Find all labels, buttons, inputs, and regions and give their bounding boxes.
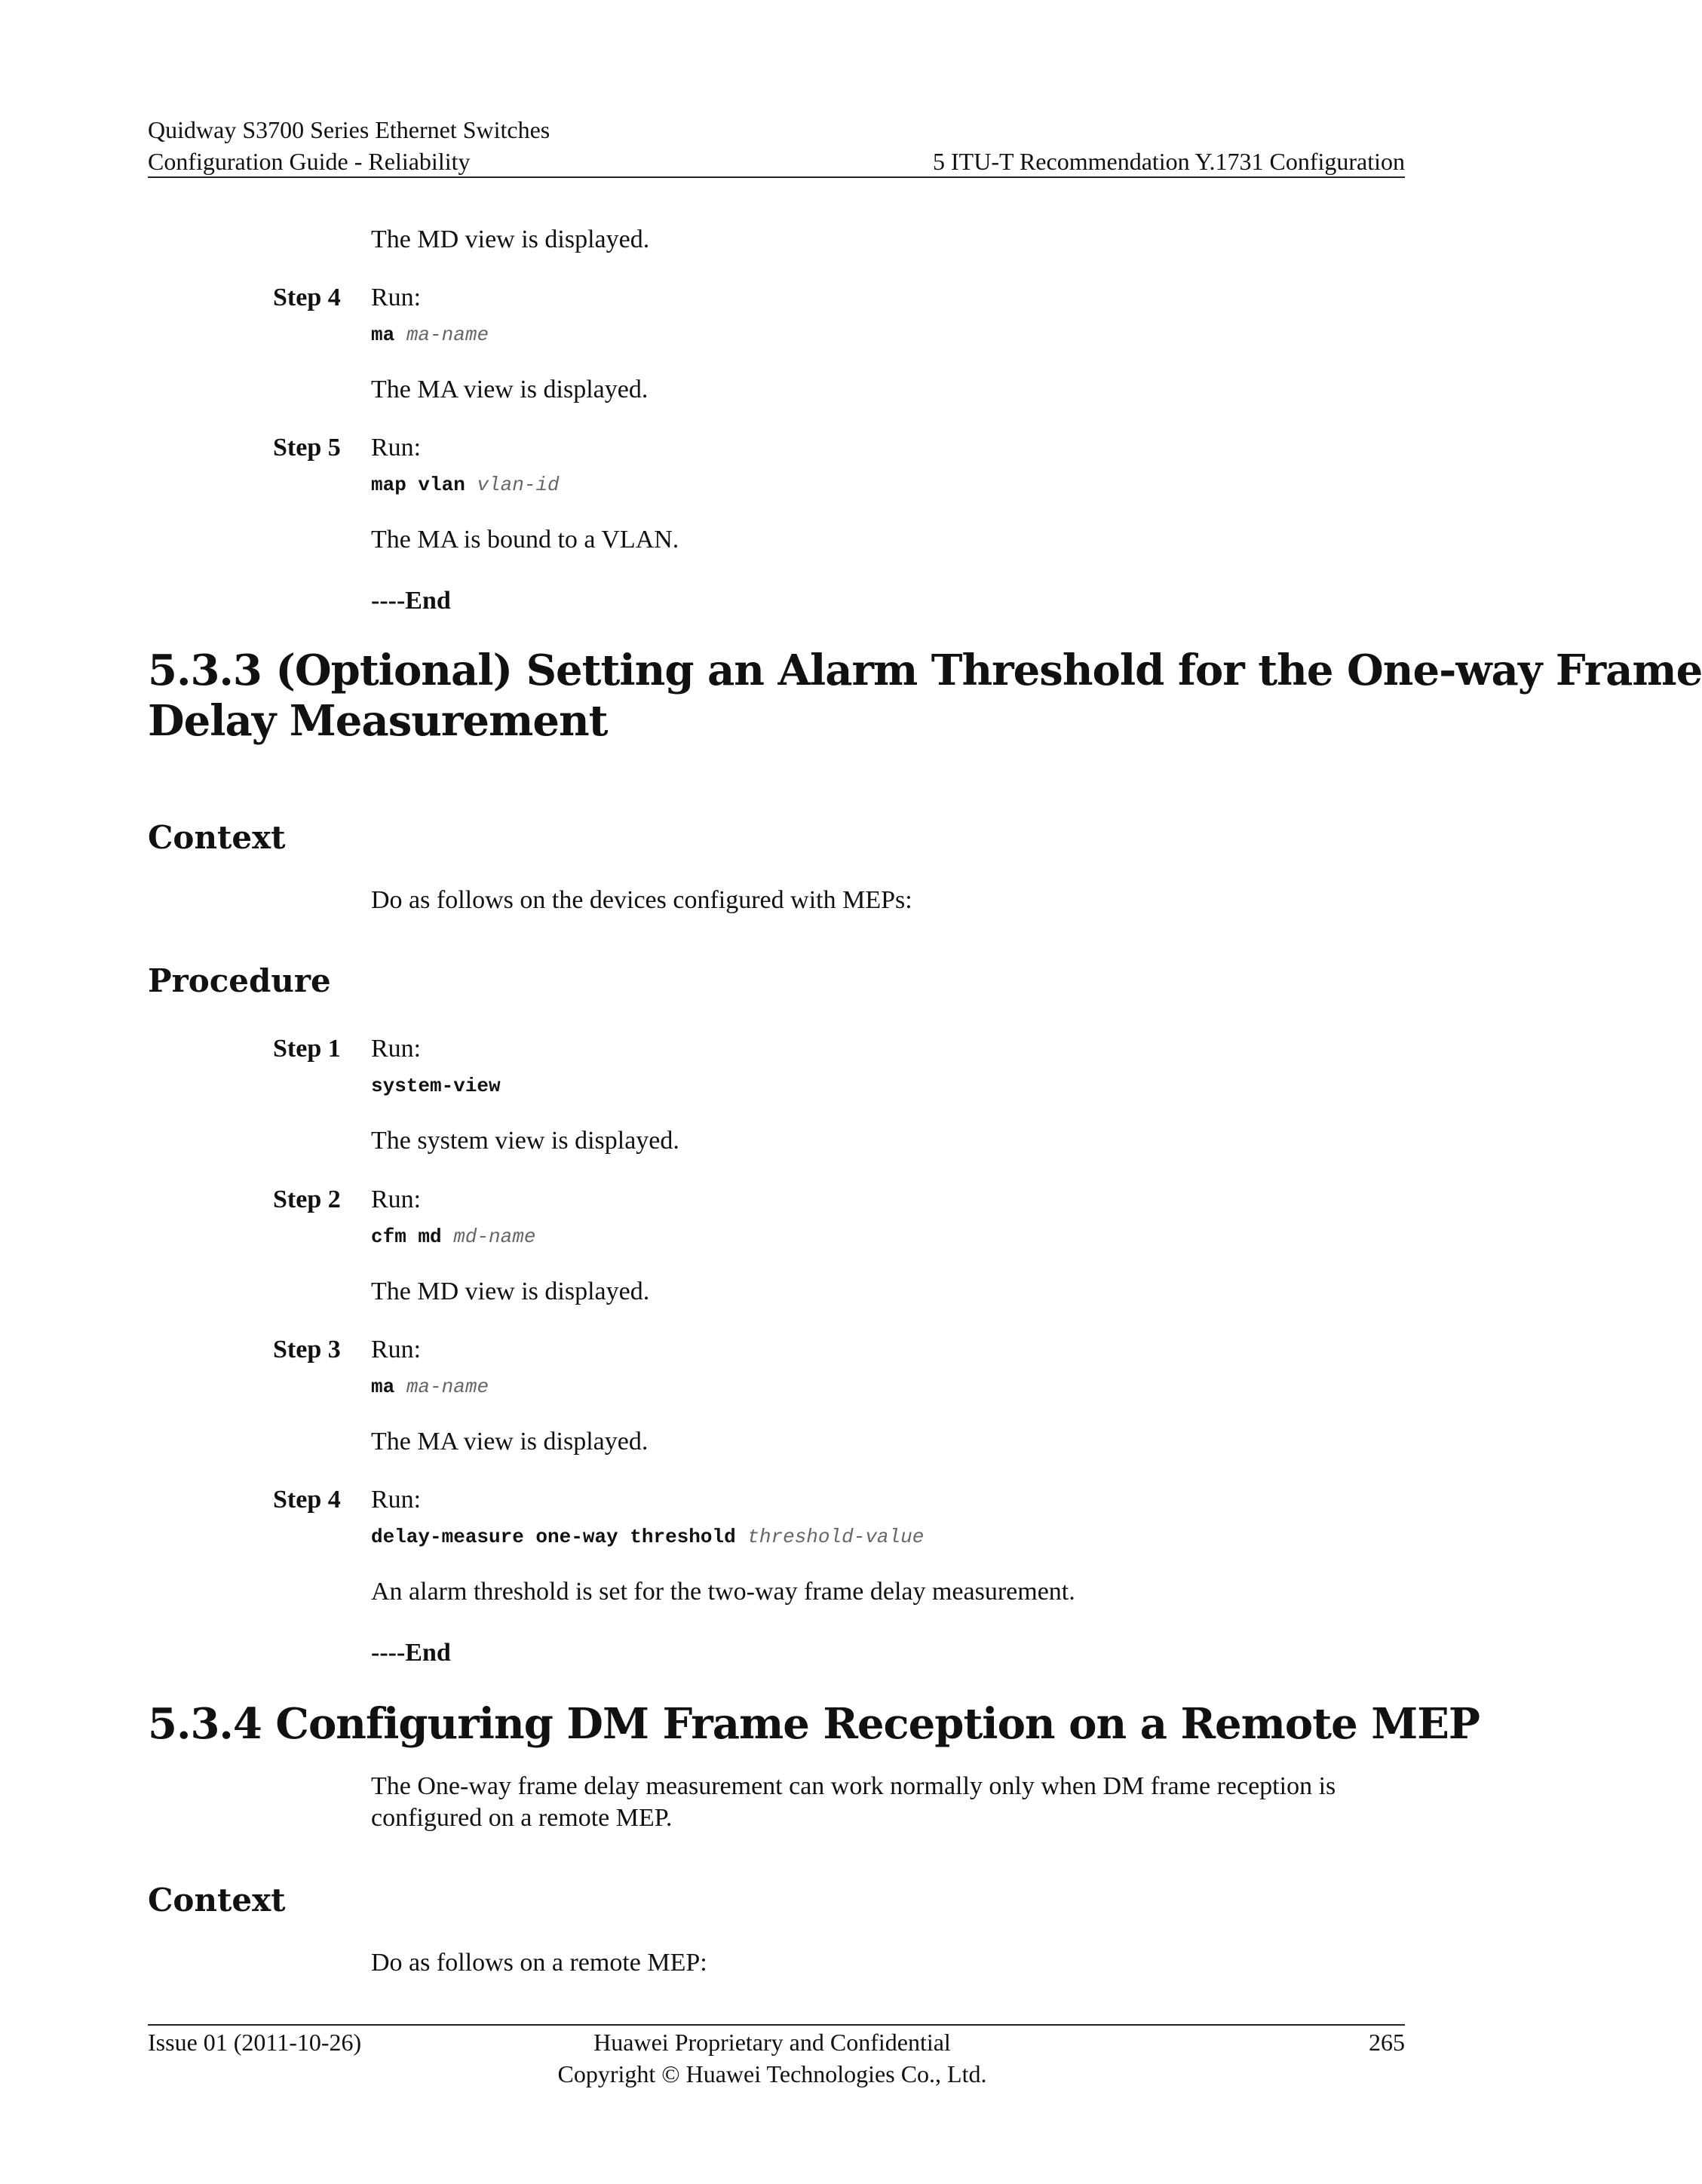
context-text: Do as follows on a remote MEP: [371,1949,707,1977]
context-heading: Context [148,819,286,856]
step-result: The system view is displayed. [371,1127,679,1155]
context-heading: Context [148,1882,286,1919]
footer-issue: Issue 01 (2011-10-26) [148,2029,362,2056]
command-argument: vlan-id [477,474,560,496]
step-label: Step 4 [273,284,341,311]
step-run: Run: [371,1035,422,1063]
step-label: Step 2 [273,1186,341,1213]
step-run: Run: [371,1486,422,1514]
command-argument: ma-name [406,1376,489,1398]
step-run: Run: [371,1186,422,1213]
step-result: The MD view is displayed. [371,1278,650,1305]
step-label: Step 3 [273,1336,341,1363]
command-argument: md-name [453,1225,536,1248]
step-result: The MA is bound to a VLAN. [371,526,679,554]
section-intro: The One-way frame delay measurement can work normally only when DM frame reception is configured on a remote MEP. [371,1772,1336,1832]
footer-rule [148,2024,1405,2026]
step-run: Run: [371,284,422,311]
step-run: Run: [371,1336,422,1363]
command-keyword: cfm md [371,1225,442,1248]
section-title: 5.3.4 Configuring DM Frame Reception on a Remote MEP [148,1699,1480,1749]
command-keyword: ma [371,324,395,346]
step-label: Step 1 [273,1035,341,1063]
step-label: Step 4 [273,1486,341,1514]
page-number: 265 [1369,2029,1405,2056]
command-argument: ma-name [406,324,489,346]
header-chapter: 5 ITU-T Recommendation Y.1731 Configuration [933,148,1405,175]
step-result: The MA view is displayed. [371,1428,649,1455]
header-product: Quidway S3700 Series Ethernet Switches [148,116,550,143]
header-guide: Configuration Guide - Reliability [148,148,471,175]
command-keyword: system-view [371,1075,501,1097]
command-line [371,1375,489,1399]
step-run: Run: [371,434,422,462]
command-keyword: ma [371,1376,395,1398]
command-line [371,323,489,347]
end-marker: ----End [371,587,451,615]
footer-proprietary: Huawei Proprietary and Confidential [593,2029,951,2056]
command-line [371,1074,501,1098]
header-rule [148,176,1405,178]
footer-copyright: Copyright © Huawei Technologies Co., Ltd. [557,2060,987,2087]
command-argument: threshold-value [747,1526,925,1548]
command-line [371,1525,924,1549]
step-result: An alarm threshold is set for the two-way frame delay measurement. [371,1578,1075,1606]
command-line [371,473,560,497]
context-text: Do as follows on the devices configured with MEPs: [371,886,912,914]
step-result: The MA view is displayed. [371,376,649,403]
section-title-line1: 5.3.3 (Optional) Setting an Alarm Threshold for the One-way Frame [148,646,1702,695]
procedure-heading: Procedure [148,962,331,999]
section-title-line2: Delay Measurement [148,696,608,746]
command-line [371,1225,535,1249]
md-view-text: The MD view is displayed. [371,225,650,253]
command-keyword: delay-measure one-way threshold [371,1526,736,1548]
end-marker: ----End [371,1639,451,1667]
step-label: Step 5 [273,434,341,462]
command-keyword: map vlan [371,474,465,496]
